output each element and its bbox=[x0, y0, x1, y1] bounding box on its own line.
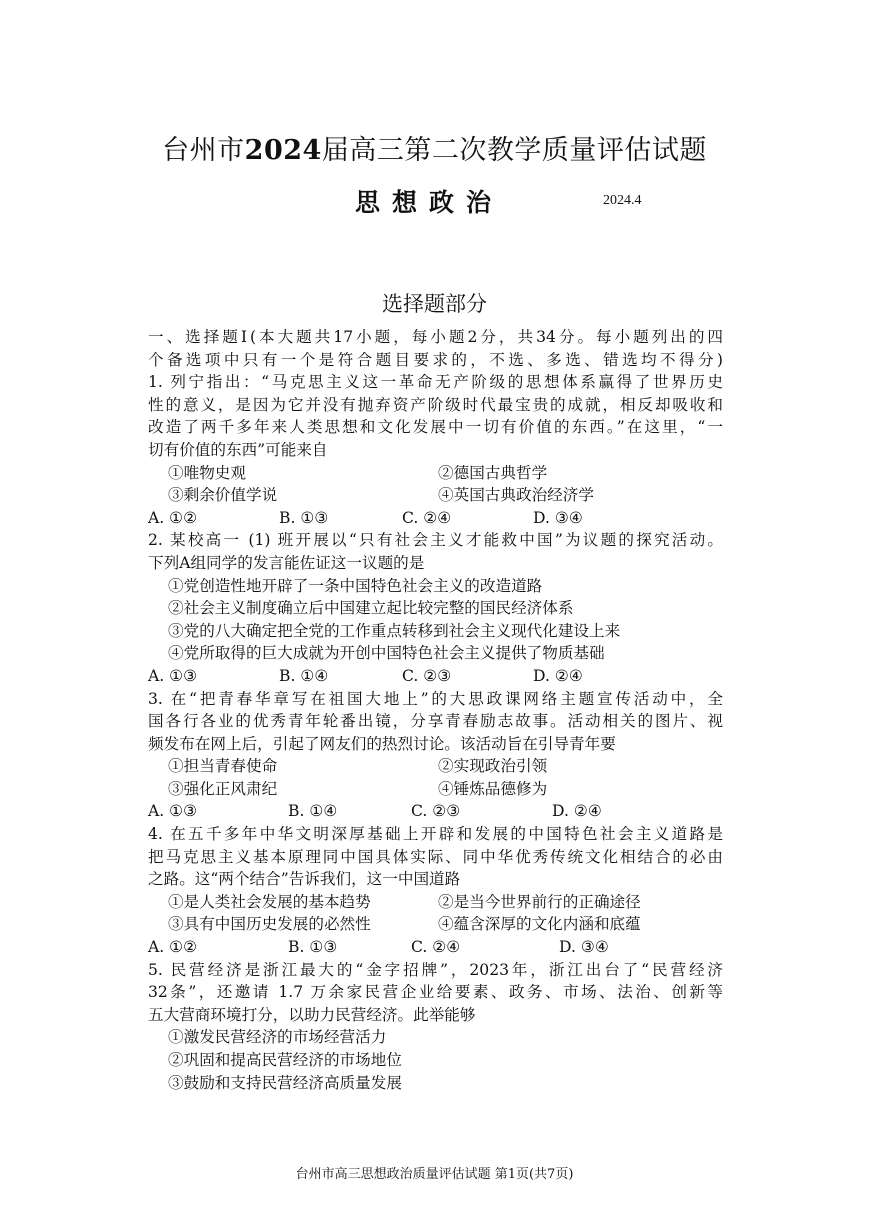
question-5-stem: 32条”，还邀请 1.7 万余家民营企业给要素、政务、市场、法治、创新等 bbox=[148, 983, 723, 1002]
instructions-line: 一、选择题Ⅰ(本大题共17小题，每小题2分，共34分。每小题列出的四 bbox=[148, 328, 723, 346]
question-1-stem: 1. 列宁指出：“马克思主义这一革命无产阶级的思想体系赢得了世界历史 bbox=[148, 373, 723, 392]
question-4-options: ③具有中国历史发展的必然性 ④蕴含深厚的文化内涵和底蕴 bbox=[168, 915, 641, 934]
question-3-answers: A. ①③ B. ①④ C. ②③ D. ②④ bbox=[148, 802, 602, 821]
question-2-option: ①党创造性地开辟了一条中国特色社会主义的改造道路 bbox=[168, 576, 543, 595]
question-4-stem: 4. 在五千多年中华文明深厚基础上开辟和发展的中国特色社会主义道路是 bbox=[148, 825, 723, 844]
question-3-stem: 频发布在网上后，引起了网友们的热烈讨论。该活动旨在引导青年要 bbox=[148, 734, 616, 753]
instructions-line: 个备选项中只有一个是符合题目要求的，不选、多选、错选均不得分) bbox=[148, 350, 723, 369]
page-footer: 台州市高三思想政治质量评估试题 第1页(共7页) bbox=[295, 1167, 574, 1182]
question-4-stem: 之路。这“两个结合”告诉我们，这一中国道路 bbox=[148, 870, 461, 889]
question-2-option: ③党的八大确定把全党的工作重点转移到社会主义现代化建设上来 bbox=[168, 621, 621, 640]
question-1-options: ①唯物史观 ②德国古典哲学 bbox=[168, 463, 548, 482]
question-2-answers: A. ①③ B. ①④ C. ②③ D. ②④ bbox=[148, 666, 583, 685]
question-2-option: ②社会主义制度确立后中国建立起比较完整的国民经济体系 bbox=[168, 599, 574, 618]
subject-title: 思想政治 bbox=[355, 188, 504, 217]
question-2-stem: 2. 某校高一 (1) 班开展以“只有社会主义才能救中国”为议题的探究活动。 bbox=[148, 531, 723, 550]
question-1-options: ③剩余价值学说 ④英国古典政治经济学 bbox=[168, 486, 594, 505]
question-1-answers: A. ①② B. ①③ C. ②④ D. ③④ bbox=[148, 508, 583, 527]
question-5-option: ②巩固和提高民营经济的市场地位 bbox=[168, 1051, 402, 1069]
section-title: 选择题部分 bbox=[382, 292, 487, 316]
exam-title: 台州市2024届高三第二次教学质量评估试题 bbox=[162, 135, 707, 166]
question-3-stem: 3. 在“把青春华章写在祖国大地上”的大思政课网络主题宣传活动中，全 bbox=[148, 689, 723, 708]
question-1-stem: 切有价值的东西”可能来自 bbox=[148, 440, 328, 459]
question-3-options: ③强化正风肃纪 ④锤炼品德修为 bbox=[168, 779, 548, 798]
exam-date: 2024.4 bbox=[603, 193, 642, 208]
question-5-stem: 五大营商环境打分，以助力民营经济。此举能够 bbox=[148, 1005, 476, 1024]
question-4-options: ①是人类社会发展的基本趋势 ②是当今世界前行的正确途径 bbox=[168, 892, 641, 911]
question-4-stem: 把马克思主义基本原理同中国具体实际、同中华优秀传统文化相结合的必由 bbox=[148, 847, 723, 866]
question-1-stem: 性的意义，是因为它并没有抛弃资产阶级时代最宝贵的成就，相反却吸收和 bbox=[148, 395, 723, 414]
question-5-stem: 5. 民营经济是浙江最大的“金字招牌”，2023年，浙江出台了“民营经济 bbox=[148, 960, 723, 979]
question-4-answers: A. ①② B. ①③ C. ②④ D. ③④ bbox=[148, 938, 609, 957]
question-3-stem: 国各行各业的优秀青年轮番出镜，分享青春励志故事。活动相关的图片、视 bbox=[148, 712, 723, 731]
question-2-option: ④党所取得的巨大成就为开创中国特色社会主义提供了物质基础 bbox=[168, 644, 605, 663]
question-5-option: ①激发民营经济的市场经营活力 bbox=[168, 1028, 387, 1047]
question-5-option: ③鼓励和支持民营经济高质量发展 bbox=[168, 1073, 402, 1092]
question-1-stem: 改造了两千多年来人类思想和文化发展中一切有价值的东西。”在这里，“一 bbox=[148, 418, 723, 437]
question-3-options: ①担当青春使命 ②实现政治引领 bbox=[168, 757, 548, 776]
question-body bbox=[148, 326, 723, 1094]
question-2-stem: 下列A组同学的发言能佐证这一议题的是 bbox=[148, 553, 425, 572]
